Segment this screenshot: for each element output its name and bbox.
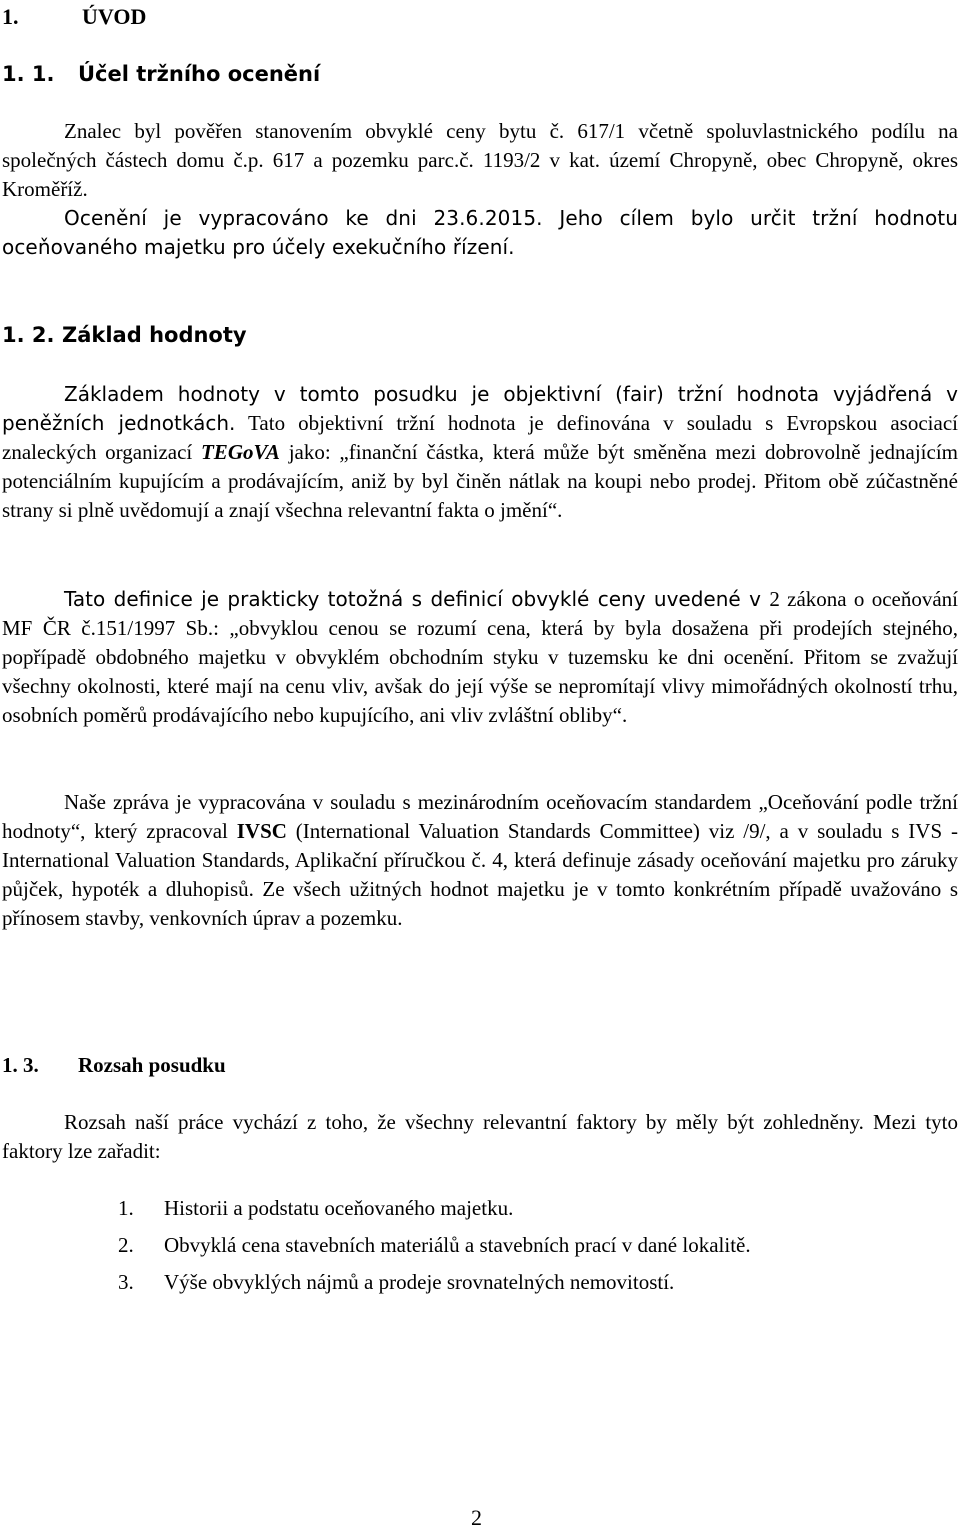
paragraph-standards (2, 788, 958, 933)
standards-text-a: Naše zpráva je vypracována v souladu s mezinárodním oceňovacím standardem „Oceňování podle tržní hodnoty“, který zpracoval (2, 790, 958, 843)
paragraph-valuation-date: Ocenění je vypracováno ke dni 23.6.2015. Jeho cílem bylo určit tržní hodnotu oceňovaného majetku pro účely exekučního řízení. (2, 206, 958, 259)
section-number: 1. 2. (2, 323, 55, 347)
usual-price-definition: : „obvyklou cenou se rozumí cena, která by byla dosažena při prodejích stejného, popřípadě obdobného majetku v obvyklém obchodním styku v tuzemsku ke dni ocenění. Přitom se zvažují všechny okolnosti, které mají na cenu vliv, avšak do její výše se nepromítají vlivy mimořádných okolností trhu, osobních poměrů prodávajícího nebo kupujícího, ani vliv zvláštní obliby“. (2, 616, 958, 727)
law-reference: 2 zákona o oceňování MF ČR č.151/1997 Sb. (2, 587, 958, 640)
section-title: Rozsah posudku (78, 1053, 226, 1077)
list-item: 3. Výše obvyklých nájmů a prodeje srovnatelných nemovitostí. (118, 1270, 675, 1294)
section-number: 1. 1. (2, 62, 55, 86)
paragraph-value-basis (2, 380, 958, 525)
list-item: 1. Historii a podstatu oceňovaného majetku. (118, 1196, 514, 1220)
section-title: Základ hodnoty (62, 323, 247, 347)
section-title: Účel tržního ocenění (78, 62, 321, 86)
value-basis-intro: Základem hodnoty v tomto posudku je objektivní (fair) tržní hodnota vyjádřená v peněžních jednotkách. (2, 382, 958, 435)
page-number: 2 (471, 1505, 482, 1530)
section-number: 1. 3. (2, 1053, 39, 1077)
tegova-label: TEGoVA (200, 440, 280, 464)
usual-price-intro: Tato definice je prakticky totožná s definicí obvyklé ceny uvedené v (64, 587, 770, 611)
chapter-heading (2, 4, 146, 30)
value-basis-definition-a: Tato objektivní tržní hodnota je definována v souladu s Evropskou asociací znaleckých organizací (2, 411, 958, 464)
paragraph-subject: Znalec byl pověřen stanovením obvyklé ceny bytu č. 617/1 včetně spoluvlastnického podílu na společných částech domu č.p. 617 a pozemku parc.č. 1193/2 v kat. území Chropyně, obec Chropyně, okres Kroměříž. (2, 119, 958, 201)
section-heading-1-3 (2, 1053, 226, 1078)
paragraph-scope: Rozsah naší práce vychází z toho, že všechny relevantní faktory by měly být zohledněny. Mezi tyto faktory lze zařadit: (2, 1110, 958, 1163)
section-heading-1-1 (2, 62, 320, 86)
chapter-number: 1. (2, 4, 19, 29)
section-heading-1-2 (2, 323, 247, 347)
standards-text-b: (International Valuation Standards Committee) viz /9/, a v souladu s IVS - International Valuation Standards, Aplikační příručkou č. 4, která definuje zásady oceňování majetku pro záruky půjček, hypoték a dluhopisů. Ze všech užitných hodnot majetku je v tomto konkrétním případě uvažováno s přínosem stavby, venkovních úprav a pozemku. (2, 819, 958, 930)
ivsc-label: IVSC (236, 819, 287, 843)
list-item: 2. Obvyklá cena stavebních materiálů a stavebních prací v dané lokalitě. (118, 1233, 751, 1257)
paragraph-usual-price (2, 585, 958, 730)
value-basis-definition-b: jako: „finanční částka, která může být směněna mezi dobrovolně jednajícím potenciálním kupujícím a prodávajícím, aniž by byl činěn nátlak na koupi nebo prodej. Přitom obě zúčastněné strany si plně uvědomují a znají všechna relevantní fakta o jmění“. (2, 440, 958, 522)
chapter-title: ÚVOD (82, 4, 147, 29)
